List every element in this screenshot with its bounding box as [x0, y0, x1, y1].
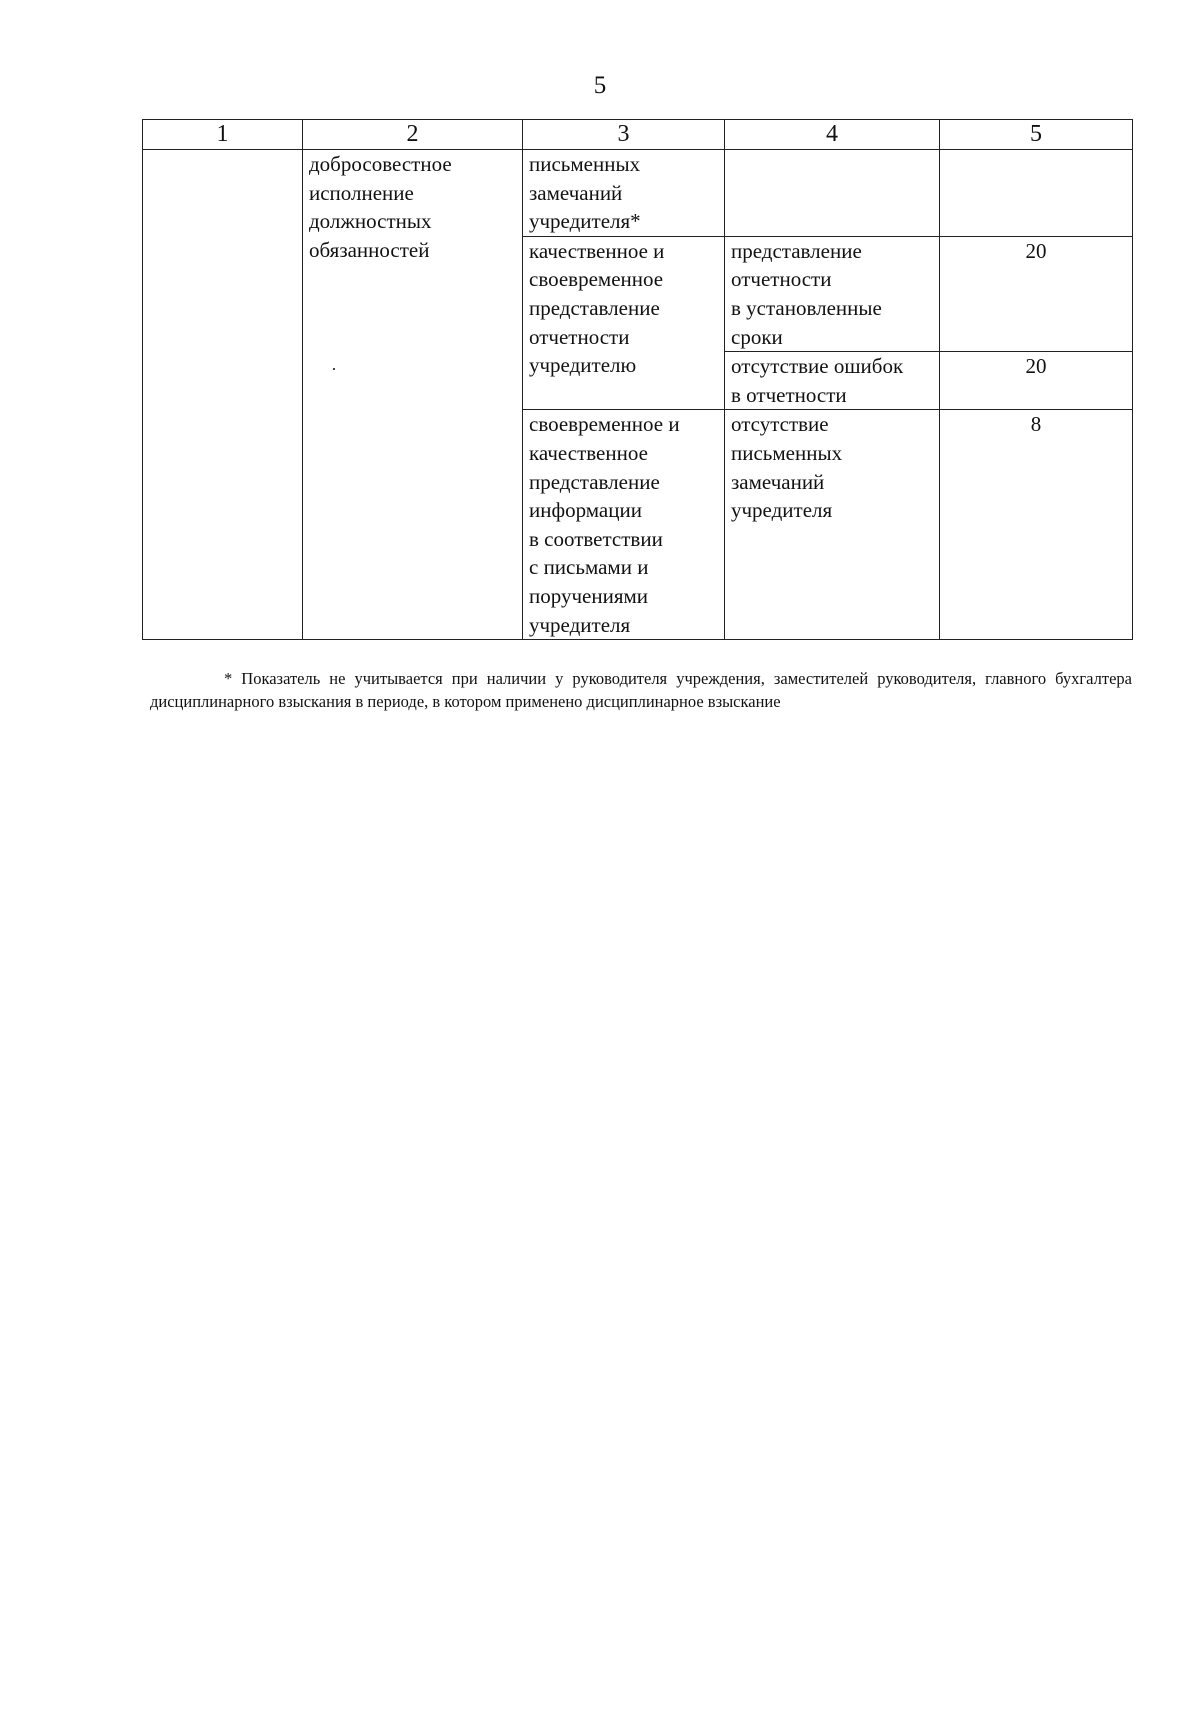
score-value: 20 — [1025, 238, 1047, 263]
header-col-4: 4 — [725, 120, 940, 150]
table-row — [143, 150, 1133, 237]
score-value: 8 — [1030, 412, 1042, 437]
col5-row2b-cell — [940, 352, 1133, 410]
header-col-5: 5 — [940, 120, 1133, 150]
col5-row1-cell — [940, 150, 1133, 237]
criteria-table — [142, 119, 1133, 640]
table-header-row — [143, 120, 1133, 150]
col4-row1-cell — [725, 150, 940, 237]
col4-row2a-cell — [725, 236, 940, 351]
scan-speck — [333, 368, 335, 370]
col5-row3-cell — [940, 410, 1133, 640]
score-value: 20 — [1025, 354, 1047, 379]
no-errors-text: отсутствие ошибок в отчетности — [731, 354, 904, 407]
col3-row1-cell — [523, 150, 725, 237]
header-col-3: 3 — [523, 120, 725, 150]
remarks-text: письменных замечаний учредителя* — [529, 152, 641, 234]
header-col-1: 1 — [143, 120, 303, 150]
col1-cell — [143, 150, 303, 640]
col2-cell — [303, 150, 523, 640]
col5-row2a-cell — [940, 236, 1133, 351]
no-remarks-text: отсутствие письменных замечаний учредителя — [731, 412, 843, 523]
page-number: 5 — [593, 72, 607, 99]
header-col-2: 2 — [303, 120, 523, 150]
col4-row2b-cell — [725, 352, 940, 410]
information-text: своевременное и качественное представление информации в соответствии с письмами и поручениями учредителя — [529, 412, 680, 637]
footnote: * Показатель не учитывается при наличии у руководителя учреждения, заместителей руководителя, главного бухгалтера дисциплинарного взыскания в периоде, в котором применено дисциплинарное взыскание — [150, 669, 1132, 711]
reporting-deadline-text: представление отчетности в установленные сроки — [731, 238, 882, 349]
col3-row2-cell — [523, 236, 725, 410]
col3-row3-cell — [523, 410, 725, 640]
reporting-text: качественное и своевременное представление отчетности учредителю — [529, 238, 665, 378]
duties-text: добросовестное исполнение должностных обязанностей — [309, 152, 452, 262]
col4-row3-cell — [725, 410, 940, 640]
